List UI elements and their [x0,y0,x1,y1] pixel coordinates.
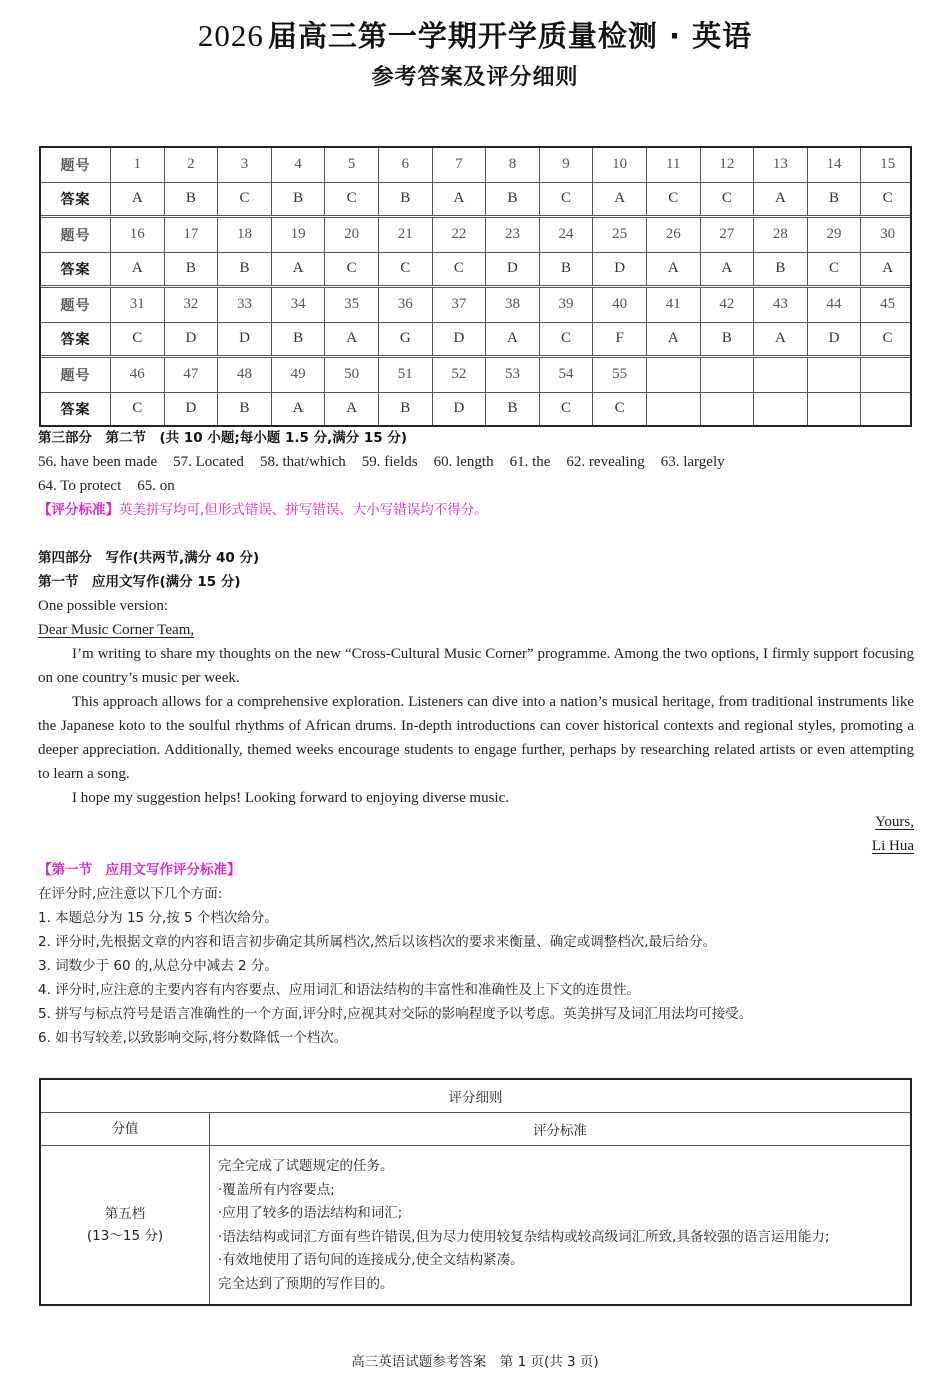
answer-cell: D [164,323,218,356]
answer-cell: A [860,253,914,286]
fill-answer: 63. largely [660,454,725,470]
answer-cell: B [700,323,754,356]
question-number-cell: 45 [860,288,914,322]
question-number-cell: 52 [432,358,486,392]
question-number-cell: 16 [110,218,164,252]
answer-cell: A [271,393,325,426]
part4-heading: 第四部分 写作(共两节,满分 40 分) [38,550,260,566]
question-number-cell: 38 [485,288,539,322]
answer-cell [860,393,914,426]
answer-cell: C [110,323,164,356]
question-number-cell: 10 [592,148,646,182]
question-number-cell: 15 [860,148,914,182]
fill-answer: 58. that/which [259,454,346,470]
document-title [0,14,950,55]
question-number-cell: 12 [700,148,754,182]
criteria-item: 2. 评分时,先根据文章的内容和语言初步确定其所属档次,然后以该档次的要求来衡量、确定或调整档次,最后给分。 [38,934,717,950]
criteria-intro: 在评分时,应注意以下几个方面: [38,886,223,902]
question-number-cell: 8 [485,148,539,182]
question-number-cell: 37 [432,288,486,322]
question-row-label: 题号 [60,227,91,244]
rubric-col-criteria: 评分标准 [533,1123,587,1139]
answer-cell: A [110,253,164,286]
version-label: One possible version: [38,598,168,614]
fill-answer: 57. Located [173,454,244,470]
answer-cell: C [592,393,646,426]
letter-paragraph: This approach allows for a comprehensive exploration. Listeners can dive into a nation’s musical heritage, from traditional instruments like the Japanese koto to the soulful rhythms of African drums. In-depth introductions can cover historical contexts and regional styles, promoting a deeper appreciation. Additionally, themed weeks encourage students to engage further, perhaps by researching related artists or even attempting to learn a song. [38,694,914,782]
answer-cell: F [592,323,646,356]
part3-section [38,426,914,522]
question-number-cell: 30 [860,218,914,252]
question-number-cell: 2 [164,148,218,182]
answer-cell: B [164,253,218,286]
answer-cell: D [592,253,646,286]
answer-cell: A [485,323,539,356]
criteria-item: 5. 拼写与标点符号是语言准确性的一个方面,评分时,应视其对交际的影响程度予以考虑。英美拼写及词汇用法均可接受。 [38,1006,753,1022]
section1-heading: 第一节 应用文写作(满分 15 分) [38,574,241,590]
answer-cell: C [217,183,271,216]
fill-answer: 64. To protect [38,478,122,494]
part3-answers [38,450,914,498]
question-number-cell: 34 [271,288,325,322]
part3-note-label: 【评分标准】 [38,502,119,518]
question-number-cell: 14 [807,148,861,182]
question-row-label: 题号 [60,367,91,384]
question-number-cell: 53 [485,358,539,392]
page-footer: 高三英语试题参考答案 第 1 页(共 3 页) [351,1354,599,1370]
answer-cell: D [807,323,861,356]
question-number-cell: 13 [753,148,807,182]
question-number-cell: 19 [271,218,325,252]
question-number-cell: 1 [110,148,164,182]
answer-cell: B [217,393,271,426]
rubric-col-score: 分值 [41,1113,210,1145]
criteria-item: 1. 本题总分为 15 分,按 5 个档次给分。 [38,910,278,926]
answer-cell: C [860,323,914,356]
question-row-label: 题号 [60,157,91,174]
answer-cell: A [324,323,378,356]
rubric-row [41,1146,910,1304]
question-number-cell: 41 [646,288,700,322]
answer-cell: A [753,323,807,356]
answer-cell: C [539,323,593,356]
question-number-cell: 6 [378,148,432,182]
question-number-cell: 20 [324,218,378,252]
rubric-bullet: ·有效地使用了语句间的连接成分,使全文结构紧凑。 [218,1252,524,1268]
answer-cell: B [485,183,539,216]
answer-cell: B [753,253,807,286]
answer-block [41,355,910,425]
answer-cell: G [378,323,432,356]
question-number-cell: 26 [646,218,700,252]
question-number-cell: 40 [592,288,646,322]
question-number-cell [860,358,914,392]
question-number-cell: 49 [271,358,325,392]
answer-cell: B [378,393,432,426]
answer-cell [753,393,807,426]
letter-paragraph: I hope my suggestion helps! Looking forward to enjoying diverse music. [72,790,510,806]
question-number-cell: 46 [110,358,164,392]
answer-cell: D [485,253,539,286]
answer-cell: C [324,253,378,286]
title-year: 2026 [197,18,264,53]
rubric-bullet: ·语法结构或词汇方面有些许错误,但为尽力使用较复杂结构或较高级词汇所致,具备较强的语言运用能力; [218,1228,830,1245]
answer-block [41,215,910,285]
question-number-cell: 18 [217,218,271,252]
question-number-cell: 24 [539,218,593,252]
question-number-cell [753,358,807,392]
answer-cell: B [271,323,325,356]
question-number-cell: 54 [539,358,593,392]
fill-answer: 56. have been made [38,454,158,470]
answer-cell: C [378,253,432,286]
answer-cell: D [432,323,486,356]
answer-cell: D [217,323,271,356]
rubric-header-row [41,1113,910,1146]
question-number-cell: 36 [378,288,432,322]
question-number-cell: 44 [807,288,861,322]
answer-cell: A [646,323,700,356]
question-number-cell: 21 [378,218,432,252]
part3-note [38,498,914,522]
answer-cell: B [539,253,593,286]
question-row [41,218,910,252]
question-number-cell: 33 [217,288,271,322]
question-number-cell: 32 [164,288,218,322]
question-number-cell: 43 [753,288,807,322]
rubric-bullet: ·覆盖所有内容要点; [218,1181,335,1198]
part3-heading: 第三部分 第二节 (共 10 小题;每小题 1.5 分,满分 15 分) [38,430,408,446]
criteria-item: 4. 评分时,应注意的主要内容有内容要点、应用词汇和语法结构的丰富性和准确性及上下文的连贯性。 [38,982,640,998]
question-row-label: 题号 [60,297,91,314]
answer-cell: C [700,183,754,216]
answer-row [41,392,910,426]
question-number-cell: 35 [324,288,378,322]
rubric-tail: 完全达到了预期的写作目的。 [218,1275,394,1292]
letter-signature: Li Hua [871,838,914,854]
fill-answer: 61. the [509,454,551,470]
part3-note-text: 英美拼写均可,但形式错误、拼写错误、大小写错误均不得分。 [119,502,488,518]
question-number-cell: 4 [271,148,325,182]
question-number-cell: 5 [324,148,378,182]
rubric-table [39,1078,912,1306]
letter-paragraph: I’m writing to share my thoughts on the new “Cross-Cultural Music Corner” programme. Among the two options, I firmly support focusing on one country’s music per week. [38,646,914,686]
question-number-cell [646,358,700,392]
question-number-cell: 29 [807,218,861,252]
answer-cell [646,393,700,426]
letter-body [38,642,914,810]
rubric-grade-cell [41,1146,210,1304]
answer-cell: B [807,183,861,216]
answer-row [41,182,910,216]
answer-row-label: 答案 [60,191,91,208]
question-number-cell: 28 [753,218,807,252]
part4-section [38,546,914,858]
answer-cell: B [485,393,539,426]
answer-row [41,322,910,356]
answer-block [41,285,910,355]
answer-cell: B [271,183,325,216]
question-number-cell: 39 [539,288,593,322]
rubric-criteria-cell [210,1146,910,1304]
question-row [41,358,910,392]
answer-cell: B [378,183,432,216]
answer-block [41,148,910,215]
title-text: 届高三第一学期开学质量检测 · 英语 [267,19,753,53]
answer-cell: C [539,393,593,426]
question-number-cell: 48 [217,358,271,392]
fill-answer: 62. revealing [566,454,645,470]
question-number-cell: 25 [592,218,646,252]
answer-row [41,252,910,286]
answer-cell: A [592,183,646,216]
letter-closing: Yours, [875,814,914,830]
answer-cell: C [110,393,164,426]
criteria-item: 3. 词数少于 60 的,从总分中减去 2 分。 [38,958,278,974]
question-number-cell: 23 [485,218,539,252]
answer-cell: A [110,183,164,216]
answer-cell [700,393,754,426]
answer-cell: A [432,183,486,216]
answer-cell: B [217,253,271,286]
answer-cell: C [324,183,378,216]
answer-cell: B [164,183,218,216]
rubric-lead: 完全完成了试题规定的任务。 [218,1158,394,1174]
answer-cell: A [753,183,807,216]
rubric-grade: 第五档 [104,1206,146,1222]
answer-cell: A [646,253,700,286]
question-number-cell: 17 [164,218,218,252]
answer-cell: C [646,183,700,216]
question-number-cell: 22 [432,218,486,252]
criteria-section [38,858,914,1050]
rubric-bullet: ·应用了较多的语法结构和词汇; [218,1205,403,1221]
answer-row-label: 答案 [60,331,91,348]
answer-cell: C [860,183,914,216]
answer-cell: D [432,393,486,426]
question-number-cell: 55 [592,358,646,392]
answer-cell: C [807,253,861,286]
question-number-cell: 11 [646,148,700,182]
answer-cell: A [324,393,378,426]
question-number-cell: 3 [217,148,271,182]
fill-answer: 65. on [137,478,175,494]
answer-cell: C [539,183,593,216]
question-number-cell: 51 [378,358,432,392]
rubric-title: 评分细则 [41,1080,910,1113]
question-number-cell: 9 [539,148,593,182]
question-number-cell: 31 [110,288,164,322]
fill-answer: 59. fields [361,454,418,470]
criteria-heading: 【第一节 应用文写作评分标准】 [38,862,241,878]
answer-table [39,146,912,427]
document-subtitle: 参考答案及评分细则 [371,65,579,90]
question-number-cell [807,358,861,392]
fill-answer: 60. length [433,454,494,470]
question-number-cell: 27 [700,218,754,252]
answer-cell: A [271,253,325,286]
question-row [41,288,910,322]
question-number-cell: 42 [700,288,754,322]
letter-salutation: Dear Music Corner Team, [38,622,195,638]
answer-cell [807,393,861,426]
question-number-cell: 47 [164,358,218,392]
answer-row-label: 答案 [60,261,91,278]
question-number-cell: 50 [324,358,378,392]
question-number-cell: 7 [432,148,486,182]
question-row [41,148,910,182]
criteria-item: 6. 如书写较差,以致影响交际,将分数降低一个档次。 [38,1030,348,1046]
answer-cell: D [164,393,218,426]
answer-cell: C [432,253,486,286]
rubric-range: (13～15 分) [86,1228,164,1244]
question-number-cell [700,358,754,392]
answer-row-label: 答案 [60,401,91,418]
answer-cell: A [700,253,754,286]
